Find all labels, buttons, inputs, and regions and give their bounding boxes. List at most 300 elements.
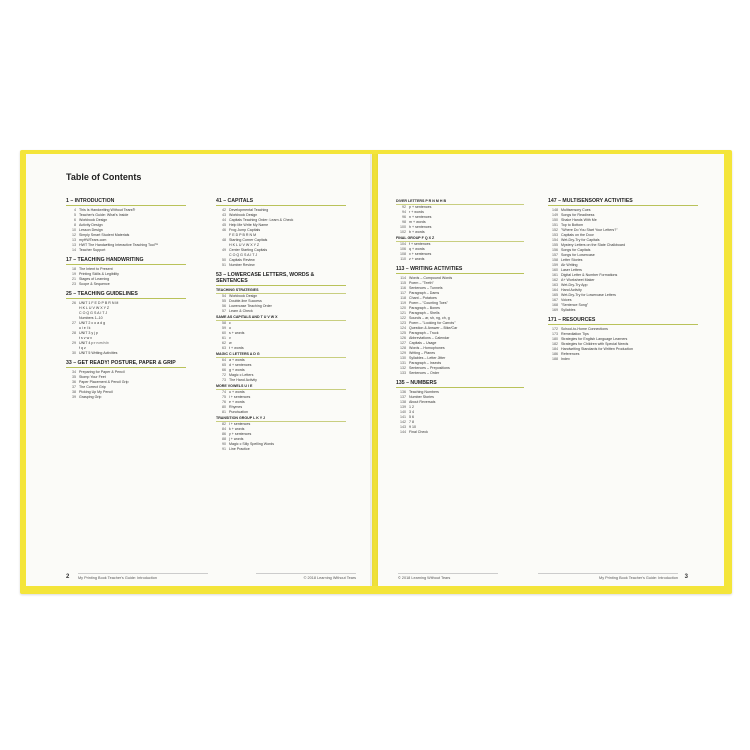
toc-page-number: 148 bbox=[552, 208, 558, 212]
toc-entry-title: Sentences – Prepositions bbox=[409, 366, 450, 370]
toc-entry-title: Teacher Support bbox=[79, 248, 106, 252]
toc-page-number: 75 bbox=[222, 395, 226, 399]
toc-entry-title: x + sentences bbox=[409, 252, 432, 256]
toc-page-number: 186 bbox=[552, 352, 558, 356]
toc-entry bbox=[216, 447, 346, 452]
toc-entry-title: Writing – Planes bbox=[409, 351, 436, 355]
toc-entry bbox=[216, 346, 346, 351]
toc-page-number: 131 bbox=[400, 361, 406, 365]
toc-entry-title: Wet-Dry-Try App bbox=[561, 283, 588, 287]
toc-page-number: 159 bbox=[552, 263, 558, 267]
toc-entry-title: Grasping Grip bbox=[79, 395, 102, 399]
toc-entry-title: Laser Letters bbox=[561, 268, 582, 272]
toc-entry-title: Magic c Letters bbox=[229, 373, 254, 377]
toc-entry-title: Hand Activity bbox=[561, 288, 582, 292]
toc-page-number: 182 bbox=[552, 342, 558, 346]
toc-entry-title: Center Starting Capitals bbox=[229, 248, 268, 252]
toc-page-number: 64 bbox=[222, 358, 226, 362]
toc-page-number: 35 bbox=[72, 375, 76, 379]
toc-page-number: 102 bbox=[400, 230, 406, 234]
toc-page-number: 110 bbox=[400, 257, 406, 261]
toc-page-number: 50 bbox=[222, 258, 226, 262]
toc-page-number: 55 bbox=[222, 299, 226, 303]
toc-page-number: 82 bbox=[222, 422, 226, 426]
toc-page-number: 154 bbox=[552, 238, 558, 242]
toc-page-number: 13 bbox=[72, 238, 76, 242]
toc-page-number: 92 bbox=[402, 205, 406, 209]
toc-entry bbox=[396, 230, 524, 235]
toc-page-number: 115 bbox=[400, 281, 406, 285]
toc-entry-title: 9 10 bbox=[409, 425, 416, 429]
toc-entry bbox=[66, 351, 186, 356]
toc-entry bbox=[216, 263, 346, 268]
toc-entry-title: Starting Corner Capitals bbox=[229, 238, 268, 242]
toc-entry-title: Stomp Your Feet bbox=[79, 375, 106, 379]
toc-page-number: 108 bbox=[400, 252, 406, 256]
toc-entry-title: v bbox=[229, 336, 231, 340]
toc-entry-title: h + sentences bbox=[409, 225, 432, 229]
toc-entry-title: f q z bbox=[79, 346, 86, 350]
toc-page-number: 172 bbox=[552, 327, 558, 331]
subsection-heading: MAGIC C LETTERS A D G bbox=[216, 352, 346, 358]
toc-page-number: 29 bbox=[72, 341, 76, 345]
toc-entry-title: Sentences – Order bbox=[409, 371, 440, 375]
toc-page-number: 126 bbox=[400, 336, 406, 340]
footer-right-title: My Printing Book Teacher's Guide: Introduction bbox=[538, 573, 678, 580]
toc-entry bbox=[396, 257, 524, 262]
toc-entry-title: Magic c Silly Spelling Words bbox=[229, 442, 275, 446]
toc-page-number: 30 bbox=[72, 351, 76, 355]
toc-entry-title: Wet-Dry-Try for Capitals bbox=[561, 238, 600, 242]
toc-page-number: 165 bbox=[552, 293, 558, 297]
toc-page-number: 91 bbox=[222, 447, 226, 451]
toc-page-number: 119 bbox=[400, 301, 406, 305]
toc-entry bbox=[548, 357, 698, 362]
toc-page-number: 76 bbox=[222, 400, 226, 404]
toc-page-number: 19 bbox=[72, 272, 76, 276]
toc-page-number: 129 bbox=[400, 351, 406, 355]
subsection-heading: DIVER LETTERS P R N M H B bbox=[396, 199, 524, 205]
toc-entry-title: Final Check bbox=[409, 430, 428, 434]
section-heading: 171 – RESOURCES bbox=[548, 317, 698, 325]
toc-entry bbox=[216, 309, 346, 314]
toc-entry-title: i + sentences bbox=[229, 395, 251, 399]
toc-page-number: 21 bbox=[72, 277, 76, 281]
toc-column-2 bbox=[216, 198, 346, 452]
toc-entry-title: Workbook Design bbox=[229, 213, 258, 217]
toc-entry-title: Chant – Potatoes bbox=[409, 296, 437, 300]
subsection-heading: TEACHING STRATEGIES bbox=[216, 288, 346, 294]
toc-entry-title: "Sentence Song" bbox=[561, 303, 589, 307]
toc-entry-title: Letter Stories bbox=[561, 258, 583, 262]
toc-page-number: 4 bbox=[74, 208, 76, 212]
toc-entry-title: Simply Smart Student Materials bbox=[79, 233, 130, 237]
toc-entry-title: r + words bbox=[409, 210, 424, 214]
toc-entry-title: References bbox=[561, 352, 580, 356]
toc-page-number: 137 bbox=[400, 395, 406, 399]
toc-entry bbox=[66, 248, 186, 253]
toc-entry-title: The Intent to Present bbox=[79, 267, 113, 271]
toc-page-number: 118 bbox=[400, 296, 406, 300]
toc-page-number: 37 bbox=[72, 385, 76, 389]
toc-entry-title: 7 8 bbox=[409, 420, 414, 424]
section-heading: 33 – GET READY! POSTURE, PAPER & GRIP bbox=[66, 360, 186, 368]
toc-entry-title: c bbox=[229, 321, 231, 325]
toc-entry-title: Index bbox=[561, 357, 570, 361]
toc-page-number: 43 bbox=[222, 213, 226, 217]
toc-entry-title: Handwriting Standards for Written Production bbox=[561, 347, 634, 351]
toc-page-number: 65 bbox=[222, 363, 226, 367]
toc-entry bbox=[66, 282, 186, 287]
toc-entry-title: Number Stories bbox=[409, 395, 434, 399]
toc-entry-title: Remediation Tips bbox=[561, 332, 589, 336]
toc-page-number: 44 bbox=[222, 218, 226, 222]
toc-page-number: 23 bbox=[72, 282, 76, 286]
toc-entry-title: d + sentences bbox=[229, 363, 252, 367]
toc-entry bbox=[548, 308, 698, 313]
toc-entry-title: t + words bbox=[229, 346, 244, 350]
toc-page-number: 184 bbox=[552, 347, 558, 351]
toc-entry-title: Lesson Design bbox=[79, 228, 103, 232]
toc-entry-title: F E D P B R N M bbox=[229, 233, 257, 237]
toc-entry-title: A+ Worksheet Maker bbox=[561, 278, 595, 282]
toc-entry-title: Strategies for Children with Special Needs bbox=[561, 342, 629, 346]
toc-entry-title: Scope & Sequence bbox=[79, 282, 110, 286]
toc-entry-title: Songs for Capitals bbox=[561, 248, 591, 252]
toc-entry-title: Frog Jump Capitals bbox=[229, 228, 261, 232]
toc-page-number: 139 bbox=[400, 405, 406, 409]
toc-page-number: 49 bbox=[222, 248, 226, 252]
toc-entry-title: Number Review bbox=[229, 263, 255, 267]
toc-column-1 bbox=[66, 198, 186, 400]
toc-page-number: 34 bbox=[72, 370, 76, 374]
toc-entry-title: Shake Hands With Me bbox=[561, 218, 597, 222]
toc-page-number: 163 bbox=[552, 283, 558, 287]
toc-entry-title: p + sentences bbox=[409, 205, 432, 209]
toc-entry-title: Workbook Design bbox=[229, 294, 258, 298]
toc-entry-title: Strategies for English Language Learners bbox=[561, 337, 628, 341]
toc-entry-title: 5 6 bbox=[409, 415, 414, 419]
toc-entry-title: Words – Compound Words bbox=[409, 276, 453, 280]
toc-page-number: 121 bbox=[400, 311, 406, 315]
toc-entry-title: Developmental Teaching bbox=[229, 208, 269, 212]
toc-entry-title: UNIT 1 F E D P B R N M bbox=[79, 301, 119, 305]
toc-entry-title: Preparing for Paper & Pencil bbox=[79, 370, 125, 374]
toc-page-number: 63 bbox=[222, 346, 226, 350]
toc-entry-title: UNIT 3 y j p bbox=[79, 331, 98, 335]
toc-entry-title: q + words bbox=[409, 247, 425, 251]
toc-entry-title: a + words bbox=[229, 358, 245, 362]
toc-page-number: 117 bbox=[400, 291, 406, 295]
toc-page-number: 128 bbox=[400, 346, 406, 350]
toc-entry-title: g + words bbox=[229, 368, 245, 372]
toc-entry-title: Top to Bottom bbox=[561, 223, 584, 227]
toc-entry-title: Capitals Teaching Order: Learn & Check bbox=[229, 218, 294, 222]
toc-entry-title: Voices bbox=[561, 298, 572, 302]
toc-entry-title: HWT The Handwriting Interactive Teaching Tool™ bbox=[79, 243, 159, 247]
toc-entry-title: Wet-Dry-Try for Lowercase Letters bbox=[561, 293, 616, 297]
toc-entry-title: Picking Up My Pencil bbox=[79, 390, 113, 394]
toc-entry-title: C O Q G S A I T J bbox=[229, 253, 258, 257]
section-heading: 113 – WRITING ACTIVITIES bbox=[396, 266, 524, 274]
section-heading: 1 – INTRODUCTION bbox=[66, 198, 186, 206]
toc-entry-title: Paper Placement & Pencil Grip bbox=[79, 380, 129, 384]
toc-page-number: 142 bbox=[400, 420, 406, 424]
toc-page-number: 133 bbox=[400, 371, 406, 375]
toc-entry-title: Multisensory Cues bbox=[561, 208, 591, 212]
toc-entry-title: t s v w x bbox=[79, 336, 92, 340]
toc-entry-title: Paragraph – Truck bbox=[409, 331, 439, 335]
toc-page-number: 164 bbox=[552, 288, 558, 292]
toc-page-number: 45 bbox=[222, 223, 226, 227]
toc-page-number: 14 bbox=[72, 248, 76, 252]
subsection-heading: FINAL GROUP F Q X Z bbox=[396, 236, 524, 242]
toc-column-3 bbox=[396, 198, 524, 435]
toc-entry-title: Words – Homophones bbox=[409, 346, 445, 350]
toc-page-number: 127 bbox=[400, 341, 406, 345]
toc-page-number: 84 bbox=[222, 427, 226, 431]
toc-page-number: 18 bbox=[72, 267, 76, 271]
toc-entry-title: Songs for Readiness bbox=[561, 213, 595, 217]
toc-entry-title: Abbreviations – Calendar bbox=[409, 336, 450, 340]
toc-page-number: 153 bbox=[552, 233, 558, 237]
toc-page-number: 188 bbox=[552, 357, 558, 361]
toc-entry-title: The Correct Grip bbox=[79, 385, 106, 389]
toc-entry-title: Poem – "Teeth" bbox=[409, 281, 434, 285]
toc-entry-title: myHWTears.com bbox=[79, 238, 107, 242]
toc-entry-title: 3 4 bbox=[409, 410, 414, 414]
toc-page-number: 80 bbox=[222, 405, 226, 409]
toc-page-number: 46 bbox=[222, 228, 226, 232]
toc-page-number: 141 bbox=[400, 415, 406, 419]
toc-entry-title: Teacher's Guide: What's Inside bbox=[79, 213, 129, 217]
toc-entry bbox=[66, 395, 186, 400]
toc-entry bbox=[216, 378, 346, 383]
toc-page-number: 57 bbox=[222, 309, 226, 313]
toc-page-number: 90 bbox=[222, 442, 226, 446]
toc-page-number: 38 bbox=[72, 390, 76, 394]
toc-page-number: 157 bbox=[552, 253, 558, 257]
toc-entry-title: u + words bbox=[229, 390, 245, 394]
toc-entry-title: About Reversals bbox=[409, 400, 436, 404]
toc-page-number: 66 bbox=[222, 368, 226, 372]
toc-entry-title: Syllables – Letter Jitter bbox=[409, 356, 446, 360]
toc-page-number: 106 bbox=[400, 247, 406, 251]
toc-page-number: 5 bbox=[74, 213, 76, 217]
toc-page-number: 74 bbox=[222, 390, 226, 394]
footer-left-title: My Printing Book Teacher's Guide: Introduction bbox=[78, 573, 208, 580]
toc-entry-title: H K L U V W X Y Z bbox=[79, 306, 110, 310]
toc-page-number: 180 bbox=[552, 337, 558, 341]
toc-entry-title: UNIT 2 c o a d g bbox=[79, 321, 106, 325]
section-heading: 53 – LOWERCASE LETTERS, WORDS & SENTENCES bbox=[216, 272, 346, 286]
section-heading: 147 – MULTISENSORY ACTIVITIES bbox=[548, 198, 698, 206]
toc-entry-title: Punctuation bbox=[229, 410, 248, 414]
toc-entry-title: Poem – "Counting Toes" bbox=[409, 301, 448, 305]
toc-entry-title: UNIT 5 Writing Activities bbox=[79, 351, 118, 355]
toc-entry-title: l + sentences bbox=[229, 422, 251, 426]
page-number: 2 bbox=[66, 574, 70, 580]
toc-entry-title: Capitals on the Door bbox=[561, 233, 594, 237]
toc-entry-title: z + words bbox=[409, 257, 425, 261]
footer-left-copyright: © 2018 Learning Without Tears bbox=[256, 573, 356, 580]
toc-entry-title: Numbers 1–10 bbox=[79, 316, 103, 320]
toc-entry-title: Paragraph – Insects bbox=[409, 361, 442, 365]
toc-page-number: 120 bbox=[400, 306, 406, 310]
subsection-heading: MORE VOWELS U I E bbox=[216, 384, 346, 390]
toc-page-number: 36 bbox=[72, 380, 76, 384]
toc-page-number: 100 bbox=[400, 225, 406, 229]
toc-page-number: 98 bbox=[402, 220, 406, 224]
toc-page-number: 125 bbox=[400, 331, 406, 335]
toc-entry-title: The Hand Activity bbox=[229, 378, 257, 382]
toc-column-4 bbox=[548, 198, 698, 362]
toc-page-number: 56 bbox=[222, 304, 226, 308]
toc-page-number: 94 bbox=[402, 210, 406, 214]
toc-entry bbox=[396, 430, 524, 435]
toc-page-number: 12 bbox=[72, 233, 76, 237]
toc-page-number: 143 bbox=[400, 425, 406, 429]
toc-page-number: 136 bbox=[400, 390, 406, 394]
toc-entry-title: Mystery Letters on the Slate Chalkboard bbox=[561, 243, 626, 247]
section-heading: 41 – CAPITALS bbox=[216, 198, 346, 206]
toc-page-number: 169 bbox=[552, 308, 558, 312]
toc-page-number: 162 bbox=[552, 278, 558, 282]
toc-entry-title: Capitals – Usage bbox=[409, 341, 437, 345]
toc-entry-title: j + words bbox=[229, 437, 244, 441]
footer-right-copyright: © 2018 Learning Without Tears bbox=[398, 573, 498, 580]
book bbox=[20, 150, 732, 594]
toc-page-number: 140 bbox=[400, 410, 406, 414]
toc-entry-title: C O Q G S A I T J bbox=[79, 311, 108, 315]
toc-entry-title: e + words bbox=[229, 400, 245, 404]
page-number: 3 bbox=[684, 574, 688, 580]
toc-entry-title: Paragraph – Bones bbox=[409, 306, 440, 310]
toc-entry-title: Sentences – Tunnels bbox=[409, 286, 443, 290]
toc-entry-title: u i e l k bbox=[79, 326, 91, 330]
toc-entry-title: School-to-Home Connections bbox=[561, 327, 608, 331]
toc-page-number: 26 bbox=[72, 301, 76, 305]
section-heading: 17 – TEACHING HANDWRITING bbox=[66, 257, 186, 265]
toc-page-number: 149 bbox=[552, 213, 558, 217]
toc-page-number: 51 bbox=[222, 263, 226, 267]
toc-page-number: 58 bbox=[222, 321, 226, 325]
toc-entry-title: Learn & Check bbox=[229, 309, 253, 313]
toc-entry-title: Question & Answer – Bike/Car bbox=[409, 326, 458, 330]
toc-entry bbox=[396, 371, 524, 376]
toc-entry-title: Activity Design bbox=[79, 223, 103, 227]
toc-page-number: 88 bbox=[222, 437, 226, 441]
toc-page-number: 123 bbox=[400, 321, 406, 325]
toc-page-number: 86 bbox=[222, 432, 226, 436]
toc-page-number: 62 bbox=[222, 341, 226, 345]
toc-entry-title: b + words bbox=[409, 230, 425, 234]
toc-page-number: 116 bbox=[400, 286, 406, 290]
toc-page-number: 114 bbox=[400, 276, 406, 280]
toc-page-number: 59 bbox=[222, 326, 226, 330]
toc-entry-title: Workbook Design bbox=[79, 218, 108, 222]
toc-page-number: 61 bbox=[222, 336, 226, 340]
toc-entry-title: n + sentences bbox=[409, 215, 432, 219]
toc-entry-title: Teaching Numbers bbox=[409, 390, 439, 394]
left-page bbox=[26, 154, 372, 586]
toc-page-number: 39 bbox=[72, 395, 76, 399]
toc-entry-title: Capitals Review bbox=[229, 258, 255, 262]
toc-page-number: 6 bbox=[74, 218, 76, 222]
toc-entry-title: Line Practice bbox=[229, 447, 250, 451]
toc-entry-title: UNIT 4 p r n m h b bbox=[79, 341, 109, 345]
toc-entry-title: Printing Skills & Legibility bbox=[79, 272, 119, 276]
section-heading: 25 – TEACHING GUIDELINES bbox=[66, 291, 186, 299]
toc-entry-title: "Where Do You Start Your Letters?" bbox=[561, 228, 618, 232]
toc-entry-title: Syllables bbox=[561, 308, 576, 312]
toc-page-number: 130 bbox=[400, 356, 406, 360]
toc-page-number: 150 bbox=[552, 218, 558, 222]
toc-page-number: 156 bbox=[552, 248, 558, 252]
toc-page-number: 72 bbox=[222, 373, 226, 377]
toc-entry-title: Air Writing bbox=[561, 263, 578, 267]
toc-page-number: 96 bbox=[402, 215, 406, 219]
toc-entry-title: Poem – "Looking for Carrots" bbox=[409, 321, 456, 325]
toc-entry-title: This Is Handwriting Without Tears® bbox=[79, 208, 136, 212]
toc-entry-title: w bbox=[229, 341, 232, 345]
toc-page-number: 10 bbox=[72, 228, 76, 232]
toc-page-number: 42 bbox=[222, 208, 226, 212]
toc-entry-title: Paragraph – Shells bbox=[409, 311, 440, 315]
subsection-heading: SAME AS CAPITALS AND T U V W X bbox=[216, 315, 346, 321]
toc-page-number: 161 bbox=[552, 273, 558, 277]
toc-entry bbox=[216, 410, 346, 415]
toc-page-number: 132 bbox=[400, 366, 406, 370]
toc-entry-title: o bbox=[229, 326, 231, 330]
toc-entry-title: k + words bbox=[229, 427, 245, 431]
toc-page-number: 73 bbox=[222, 378, 226, 382]
toc-page-number: 167 bbox=[552, 298, 558, 302]
toc-page-number: 8 bbox=[74, 223, 76, 227]
toc-entry-title: Paragraph – Dams bbox=[409, 291, 440, 295]
right-page bbox=[378, 154, 724, 586]
toc-entry-title: Rhymes bbox=[229, 405, 243, 409]
toc-entry-title: Double-line Success bbox=[229, 299, 262, 303]
toc-entry-title: Help Me Write My Name bbox=[229, 223, 269, 227]
toc-entry-title: Digital Letter & Number Formations bbox=[561, 273, 618, 277]
toc-entry-title: s + words bbox=[229, 331, 245, 335]
toc-page-number: 168 bbox=[552, 303, 558, 307]
toc-entry-title: f + sentences bbox=[409, 242, 431, 246]
toc-page-number: 104 bbox=[400, 242, 406, 246]
toc-page-number: 48 bbox=[222, 238, 226, 242]
toc-entry-title: Stages of Learning bbox=[79, 277, 110, 281]
page-title: Table of Contents bbox=[66, 172, 142, 182]
toc-page-number: 54 bbox=[222, 294, 226, 298]
toc-page-number: 160 bbox=[552, 268, 558, 272]
toc-entry-title: H K L U V W X Y Z bbox=[229, 243, 260, 247]
toc-entry-title: 1 2 bbox=[409, 405, 414, 409]
toc-page-number: 13 bbox=[72, 243, 76, 247]
toc-entry-title: Songs for Lowercase bbox=[561, 253, 595, 257]
toc-page-number: 81 bbox=[222, 410, 226, 414]
toc-entry-title: Sounds – ar, sh, ng, ch, g bbox=[409, 316, 450, 320]
toc-page-number: 124 bbox=[400, 326, 406, 330]
toc-page-number: 158 bbox=[552, 258, 558, 262]
toc-entry-title: Lowercase Teaching Order bbox=[229, 304, 272, 308]
toc-page-number: 27 bbox=[72, 321, 76, 325]
toc-page-number: 151 bbox=[552, 223, 558, 227]
toc-page-number: 152 bbox=[552, 228, 558, 232]
toc-page-number: 144 bbox=[400, 430, 406, 434]
section-heading: 135 – NUMBERS bbox=[396, 380, 524, 388]
toc-page-number: 60 bbox=[222, 331, 226, 335]
